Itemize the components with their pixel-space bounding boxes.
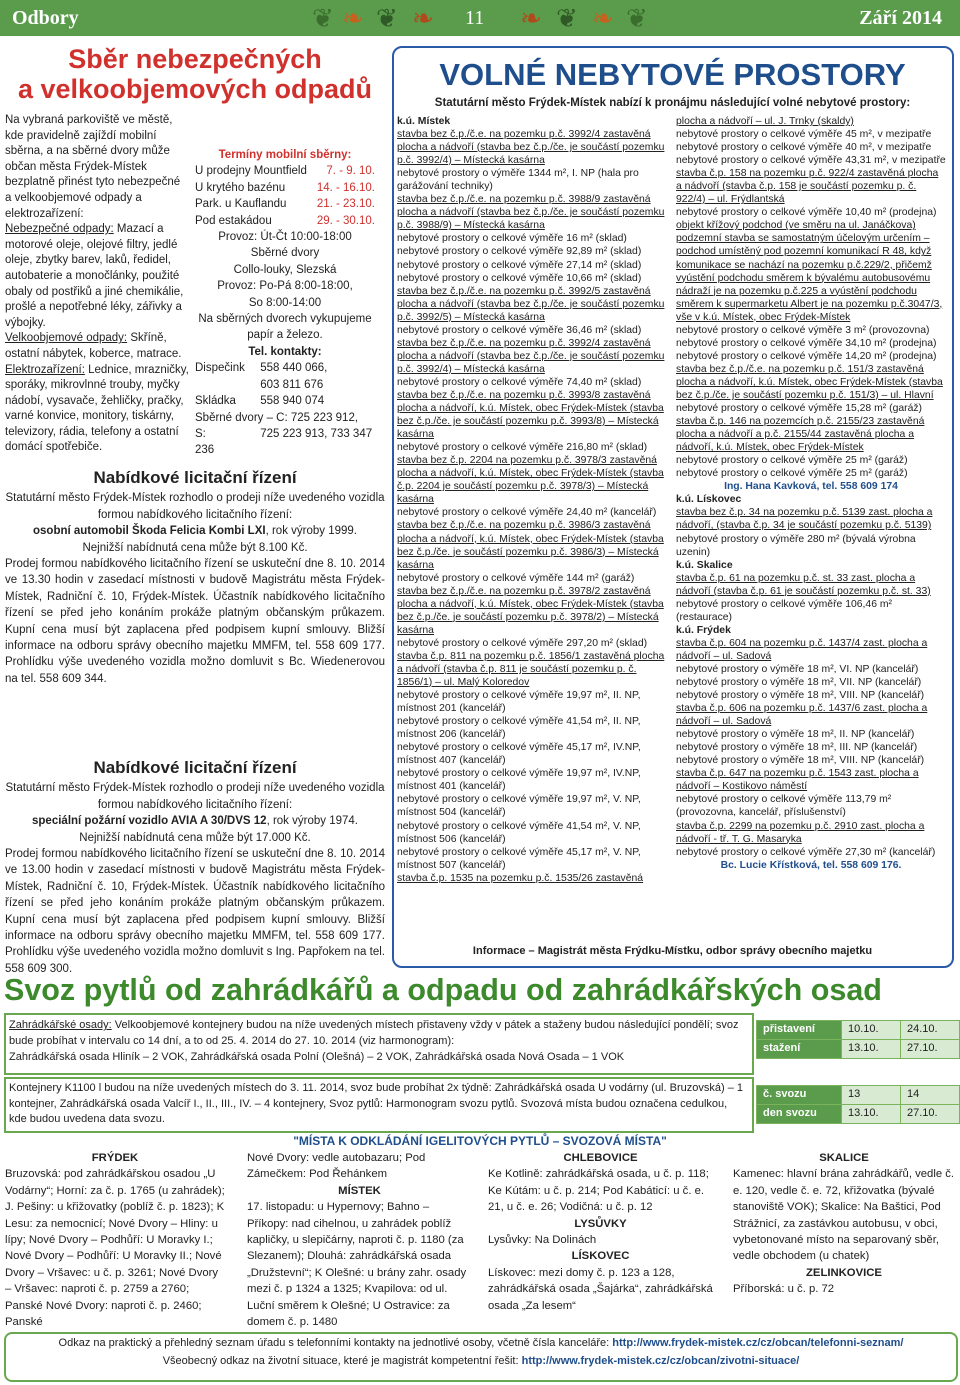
contact-phone: 725 223 912, <box>290 411 359 424</box>
dvory-title: Sběrné dvory <box>250 247 320 260</box>
premises-item: stavba č.p. 1535 na pozemku p.č. 1535/26 zastavěná <box>397 872 644 884</box>
zelinkovice-places: Příborská: u č. p. 72 <box>733 1283 835 1296</box>
premises-item: stavba bez č.p. 34 na pozemku p.č. 5139 zast. plocha a nádvoří, (stavba č.p. 34 je součástí pozemku p.č. 5139) <box>676 507 933 532</box>
leaf-icon: ❦ <box>556 3 578 33</box>
premises-item: nebytové prostory o celkové výměře 74,40 m² (sklad) <box>397 376 642 388</box>
date-range: 21. - 23.10. <box>316 198 375 211</box>
premises-item: nebytové prostory o celkové výměře 43,31 m², v mezipatře <box>676 155 946 167</box>
schedule-table-1 <box>756 1020 960 1059</box>
leaf-icon: ❧ <box>412 3 434 33</box>
contact-row <box>195 360 375 376</box>
issue-date: Září 2014 <box>859 7 942 29</box>
premises-item: stavba č.p. 146 na pozemcích p.č. 2155/23 zastavěná plocha a nádvoří a p.č. 2155/44 zastavěná plocha a nádvoří, k.ú. Místek, obec Frýdek-Místek <box>676 416 925 454</box>
skalice-places: Kamenec: hlavní brána zahrádkářů, vedle č. e. 120, vedle č. e. 72, křižovatka (bývalé stanoviště VOK); Skalice: Na Baštici, Pod Strážnicí, za zastávkou autobusu, v obci, vybetonované místo na separovaný sběr, vedle obchodem (u chatek) <box>733 1168 955 1263</box>
premises-item: k.ú. Frýdek <box>676 624 731 636</box>
date-row <box>195 163 375 179</box>
premises-item: nebytové prostory o výměře 1344 m², I. NP (hala pro garážování techniky) <box>397 168 639 193</box>
premises-item: nebytové prostory o celkové výměře 3 m² (provozovna) <box>676 324 930 336</box>
auction-2-details: Prodej formou nabídkového licitačního řízení se uskuteční dne 8. 10. 2014 ve 13.00 hodin v zasedací místnosti v budově Magistrátu města Frýdek-Místek, Radniční č. 10, Frýdek-Místek. Účastník nabídkového licitačního řízení se před jeho konáním prokáže platným občanským průkazem. Kupní cena musí být zaplacena před podpisem kupní smlouvy. Bližší informace na odboru správy obecního majetku MMFM, tel. 558 609 177. Prohlídku výše uvedeného vozidla možno domluvit s Ing. Papřokem na tel. 558 609 300. <box>5 848 385 975</box>
mistek-places: 17. listopadu: u Hypernovy; Bahno – Příkopy: nad cihelnou, u zahrádek poblíž kapličky, u slepičárny, naproti č. p. 1180 (za Slezanem); Dlouhá: zahrádkářská osada „Družstevní“; K Olešné: u brány zahr. osady mezi č. p 1324 a 1325; Kvapilova: od ul. Luční směrem k Olešné; U Ostravice: za domem č. p. 1480 <box>247 1201 467 1329</box>
premises-item: k.ú. Skalice <box>676 559 733 571</box>
haz-label: Nebezpečné odpady: <box>5 223 114 236</box>
leaf-icon: ❦ <box>312 3 334 33</box>
premises-item: stavba bez č.p./č.e. na pozemku p.č. 3992/4 zastavěná plocha a nádvoří (stavba bez č.p./če. je součástí pozemku p.č. 3992/4) – Místecká kasárna <box>397 129 665 167</box>
premises-item: nebytové prostory o celkové výměře 216,80 m² (sklad) <box>397 442 648 454</box>
premises-item: nebytové prostory o celkové výměře 113,79 m² (provozovna, kancelář, příslušenství) <box>676 794 892 819</box>
premises-item: nebytové prostory o výměře 18 m², III. NP (kancelář) <box>676 742 918 754</box>
table-label: den svozu <box>757 1104 842 1123</box>
premises-item: plocha a nádvoří – ul. J. Trnky (skaldy) <box>676 116 854 127</box>
premises-item: nebytové prostory o výměře 280 m² (bývalá výrobna uzenin) <box>676 533 916 558</box>
premises-item: nebytové prostory o celkové výměře 144 m² (garáž) <box>397 572 635 584</box>
life-situations-link[interactable]: http://www.frydek-mistek.cz/cz/obcan/zivotni-situace/ <box>521 1355 800 1367</box>
contact-name: Sběrné dvory – C: <box>195 411 288 424</box>
premises-item: nebytové prostory o výměře 18 m², VI. NP (kancelář) <box>676 663 919 675</box>
premises-item: nebytové prostory o celkové výměře 92,89 m² (sklad) <box>397 246 642 258</box>
premises-item: nebytové prostory o celkové výměře 25 m² (garáž) <box>676 455 908 467</box>
date-place: Pod estakádou <box>195 214 272 227</box>
contact-row <box>195 377 375 393</box>
premises-item: nebytové prostory o celkové výměře 41,54 m², V. NP, místnost 506 (kancelář) <box>397 820 641 845</box>
premises-item: nebytové prostory o celkové výměře 10,40 m² (prodejna) <box>676 207 937 219</box>
date-range: 29. - 30.10. <box>316 214 375 227</box>
premises-item: k.ú. Místek <box>397 116 451 127</box>
premises-col-2 <box>676 115 946 872</box>
auction-1-vehicle: osobní automobil Škoda Felicia Kombi LXI <box>33 525 266 538</box>
premises-item: nebytové prostory o celkové výměře 14,20 m² (prodejna) <box>676 350 937 362</box>
premises-item: k.ú. Lískovec <box>676 494 742 506</box>
garden-containers: Kontejnery K1100 l budou na níže uvedených místech do 3. 11. 2014, svoz bude probíhat 2x týdně: Zahrádkářská osada U vodárny (ul. Bruzovská) – 1 kontejner, Zahrádkářská osada Valcíř I., II., III., IV. – 4 kontejnery, Svoz pytlů: Harmonogram svozu pytlů. Svozová místa budou označena cedulkou, kde budou uvedena data svozu. <box>9 1082 743 1125</box>
lysuvky-places: Lysůvky: Na Dolinách <box>488 1234 597 1247</box>
auction-1-year: , rok výroby 1999. <box>265 525 357 538</box>
premises-item: nebytové prostory o celkové výměře 34,10 m² (prodejna) <box>676 337 937 349</box>
hours-dvory: Provoz: Po-Pá 8:00-18:00, <box>217 280 353 293</box>
chlebovice-places: Ke Kotlině: zahrádkářská osada, u č. p. 118; Ke Kútám: u č. p. 214; Pod Kabáticí: u č. e. 21, u č. e. 26; Vodičná: u č. p. 12 <box>488 1168 709 1214</box>
date-range: 14. - 16.10. <box>316 181 375 194</box>
premises-item: nebytové prostory o celkové výměře 27,30 m² (kancelář) <box>676 846 936 858</box>
table-label: č. svozu <box>757 1086 842 1105</box>
premises-item: stavba č.p. 2299 na pozemku p.č. 2910 zast. plocha a nádvoří - tř. T. G. Masaryka <box>676 820 925 845</box>
auction-2 <box>5 760 385 977</box>
premises-item: nebytové prostory o celkové výměře 45,17 m², IV.NP, místnost 407 (kancelář) <box>397 742 641 767</box>
date-row <box>195 180 375 196</box>
dates-title: Termíny mobilní sběrny: <box>218 149 352 161</box>
contacts-list <box>195 360 375 458</box>
contact-phone: 725 223 913, 733 347 236 <box>195 427 373 457</box>
table-cell: 14 <box>901 1086 960 1105</box>
hours-mobile: Provoz: Út-Čt 10:00-18:00 <box>218 231 352 244</box>
osady-text: Velkoobjemové kontejnery budou na níže uvedených místech přistaveny vždy v pátek a staženy budou následující pondělí; svoz bude probíhat v intervalu co 14 dní, a to od 25. 4. 2014 do 27. 10. 2014 (viz harmonogram): <box>9 1019 739 1047</box>
contact-row <box>195 426 375 459</box>
waste-intro: Na vybraná parkoviště ve městě, kde pravidelně zajíždí mobilní sběrna, a na sběrné dvory může občan města Frýdek-Místek bezplatně přinést tyto nebezpečné a velkoobjemové odpady a elektrozařízení: <box>5 114 181 220</box>
premises-item: nebytové prostory o celkové výměře 45,17 m², V. NP, místnost 507 (kancelář) <box>397 846 641 871</box>
leaf-icon: ❦ <box>376 3 398 33</box>
premises-item: nebytové prostory o celkové výměře 19,97 m², V. NP, místnost 504 (kancelář) <box>397 794 641 819</box>
haz-text: Mazací a motorové oleje, olejové filtry, jedlé oleje, zbytky barev, laků, ředidel, autobaterie a monočlánky, použité obaly od postřiků a jiné chemikálie, prošlé a nepotřebné léky, zářivky a výbojky. <box>5 223 184 329</box>
places-col-1 <box>5 1150 225 1330</box>
zelinkovice-title: ZELINKOVICE <box>806 1266 882 1279</box>
auction-2-vehicle: speciální požární vozidlo AVIA A 30/DVS 12 <box>32 815 267 828</box>
premises-item: stavba bez č.p./č.e. na pozemku p.č. 3988/9 zastavěná plocha a nádvoří (stavba bez č.p./če. je součástí pozemku p.č. 3988/9) – Místecká kasárna <box>397 194 665 232</box>
dates-list <box>195 163 375 229</box>
hours-dvory-sat: So 8:00-14:00 <box>248 296 322 309</box>
schedule-table-2 <box>756 1085 960 1124</box>
table-cell: 13 <box>842 1086 901 1105</box>
elec-text: Lednice, mrazničky, sporáky, mikrovlnné trouby, myčky nádobí, vysavače, žehličky, pračky, varné konvice, monitory, tiskárny, televizory, rádia, telefony a ostatní domácí spotřebiče. <box>5 363 189 454</box>
premises-item: stavba bez č.p./č.e. na pozemku p.č. 3978/2 zastavěná plocha a nádvoří, k.ú. Místek, obec Frýdek-Místek (stavba bez č.p./če. je součástí pozemku p.č. 3978/2) – Místecká kasárna <box>397 585 664 636</box>
places-col-4 <box>733 1150 955 1298</box>
leaf-icon: ❧ <box>592 3 614 33</box>
places-col-2 <box>247 1150 472 1330</box>
dvory-place: Collo-louky, Slezská <box>233 263 337 276</box>
frydek-title: FRÝDEK <box>91 1152 139 1164</box>
liskovec-title: LÍSKOVEC <box>571 1250 630 1263</box>
premises-item: nebytové prostory o celkové výměře 41,54 m², II. NP, místnost 206 (kancelář) <box>397 716 641 741</box>
bulky-label: Velkoobjemové odpady: <box>5 332 128 345</box>
table-cell: 27.10. <box>901 1104 960 1123</box>
footer-text-1: Odkaz na praktický a přehledný seznam úřadu s telefonními kontakty na jednotlivé osoby, včetně čísla kanceláře: <box>58 1337 613 1349</box>
lysuvky-title: LYSŮVKY <box>574 1217 627 1230</box>
date-place: U krytého bazénu <box>195 181 286 194</box>
premises-item: Bc. Lucie Křístková, tel. 558 609 176. <box>720 859 902 871</box>
premises-item: nebytové prostory o celkové výměře 10,66 m² (sklad) <box>397 272 642 284</box>
mistek-title: MÍSTEK <box>338 1184 381 1197</box>
premises-item: nebytové prostory o celkové výměře 45 m², v mezipatře <box>676 129 932 141</box>
waste-title-line1: Sběr nebezpečných <box>68 44 322 74</box>
premises-item: stavba č.p. 606 na pozemku p.č. 1437/6 zast. plocha a nádvoří – ul. Sadová <box>676 703 928 728</box>
leaf-icon: ❧ <box>520 3 542 33</box>
contact-phone: 558 940 074 <box>260 395 325 408</box>
premises-item: stavba č.p. 811 na pozemku p.č. 1856/1 zastavěná plocha a nádvoří (stavba č.p. 811 je součástí pozemku p. č. 1856/1) – ul. Malý Koloredov <box>397 650 665 689</box>
premises-item: nebytové prostory o celkové výměře 297,20 m² (sklad) <box>397 637 648 649</box>
premises-item: nebytové prostory o výměře 18 m², VIII. NP (kancelář) <box>676 690 925 702</box>
table-cell: 24.10. <box>901 1021 960 1040</box>
premises-item: nebytové prostory o výměře 18 m², VII. NP (kancelář) <box>676 677 922 689</box>
contact-name: Dispečink <box>195 362 245 375</box>
page-header <box>0 0 960 36</box>
date-place: U prodejny Mountfield <box>195 165 307 178</box>
premises-item: nebytové prostory o celkové výměře 19,97 m², IV.NP, místnost 401 (kancelář) <box>397 768 641 793</box>
contact-name: S: <box>195 427 206 440</box>
date-place: Park. u Kauflandu <box>195 198 287 211</box>
table-cell: 13.10. <box>842 1104 901 1123</box>
table-row <box>757 1039 960 1058</box>
liskovec-places: Lískovec: mezi domy č. p. 123 a 128, zahrádkářská osada „Šajárka“, zahrádkářská osada „Za lesem“ <box>488 1266 713 1312</box>
buyback-note: Na sběrných dvorech vykupujeme papír a železo. <box>198 313 372 342</box>
auction-2-title: Nabídkové licitační řízení <box>93 758 297 777</box>
skalice-title: SKALICE <box>819 1152 869 1164</box>
places-title: "MÍSTA K ODKLÁDÁNÍ IGELITOVÝCH PYTLŮ – SVOZOVÁ MÍSTA" <box>293 1134 667 1148</box>
bulky-text: Skříně, ostatní nábytek, koberce, matrace. <box>5 332 182 360</box>
premises-item: stavba č.p. 647 na pozemku p.č. 1543 zast. plocha a nádvoří – Kostikovo náměstí <box>676 768 919 793</box>
premises-item: stavba č.p. 61 na pozemku p.č. st. 33 zast. plocha a nádvoří (stavba č.p. 61 je součástí pozemku p.č. st. 33) <box>676 572 931 597</box>
contact-row <box>195 393 375 409</box>
contacts-title: Tel. kontakty: <box>248 345 322 358</box>
premises-item: nebytové prostory o celkové výměře 19,97 m², II. NP, místnost 201 (kancelář) <box>397 690 641 715</box>
auction-2-price: Nejnižší nabídnutá cena může být 17.000 Kč. <box>79 831 311 844</box>
table-cell: 13.10. <box>842 1039 901 1058</box>
premises-item: objekt křížový podchod (ve směru na ul. Janáčkova) podzemní stavba se samostatným účelovým určením – podchod umístěný pod pozemní komunikací R 48, když komunikace se nachází na pozemku p.č.229/2, přičemž vyústění podchodu směrem k bývalému autobusovému nádraží je na pozemku p.č.225 a vyústění podchodu směrem k supermarketu Albert je na pozemku p.č.3047/3, vše v k.ú. Místek, obec Frýdek-Místek <box>676 220 943 323</box>
table-cell: 27.10. <box>901 1039 960 1058</box>
auction-2-year: , rok výroby 1974. <box>266 815 358 828</box>
waste-title <box>0 44 390 104</box>
waste-col-right <box>195 113 375 459</box>
premises-item: stavba bez č.p. 2204 na pozemku p.č. 3978/3 zastavěná plocha a nádvoří, k.ú. Místek, obec Frýdek-Místek (stavba č.p. 2204 je součástí pozemku p.č. 3978/3) – Místecká kasárna <box>397 455 664 506</box>
premises-item: nebytové prostory o celkové výměře 15,28 m² (garáž) <box>676 403 923 415</box>
places-col-3 <box>488 1150 713 1314</box>
premises-item: nebytové prostory o celkové výměře 16 m² (sklad) <box>397 233 627 245</box>
premises-item: stavba bez č.p./č.e. na pozemku p.č. 3992/5 zastavěná plocha a nádvoří (stavba bez č.p./če. je součástí pozemku p.č. 3992/5) – Místecká kasárna <box>397 285 665 323</box>
premises-item: nebytové prostory o celkové výměře 40 m², v mezipatře <box>676 142 932 154</box>
osady-label: Zahrádkářské osady: <box>9 1019 112 1031</box>
date-range: 7. - 9. 10. <box>326 165 375 178</box>
footer-links <box>4 1332 958 1382</box>
table-label: stažení <box>757 1039 842 1058</box>
chlebovice-title: CHLEBOVICE <box>563 1152 638 1164</box>
premises-item: nebytové prostory o celkové výměře 27,14 m² (sklad) <box>397 259 642 271</box>
elec-label: Elektrozařízení: <box>5 363 85 376</box>
premises-subtitle: Statutární město Frýdek-Místek nabízí k pronájmu následující volné nebytové prostory: <box>434 97 911 109</box>
footer-text-2: Všeobecný odkaz na životní situace, které je magistrát kompetentní řešit: <box>162 1355 522 1367</box>
contact-phone: 558 440 066, <box>260 362 328 375</box>
premises-item: stavba bez č.p./č.e. na pozemku p.č. 3992/4 zastavěná plocha a nádvoří (stavba bez č.p./če. je součástí pozemku p.č. 3992/4) – Místecká kasárna <box>397 337 665 375</box>
premises-item: nebytové prostory o celkové výměře 36,46 m² (sklad) <box>397 324 642 336</box>
premises-item: stavba bez č.p./č.e. na pozemku p.č. 3993/8 zastavěná plocha a nádvoří, k.ú. Místek, obec Frýdek-Místek (stavba bez č.p./če. je součástí pozemku p.č. 3993/8) – Místecká kasárna <box>397 389 664 441</box>
premises-col-1 <box>397 115 667 885</box>
auction-2-intro: Statutární město Frýdek-Místek rozhodlo o prodeji níže uvedeného vozidla formou nabídkového licitačního řízení: <box>5 782 385 811</box>
date-row <box>195 213 375 229</box>
premises-item: stavba č.p. 158 na pozemku p.č. 922/4 zastavěná plocha a nádvoří (stavba č.p. 158 je součástí pozemku p. č. 922/4) – ul. Frýdlantská <box>676 168 939 206</box>
leaf-icon: ❦ <box>626 3 648 33</box>
auction-1 <box>5 470 385 687</box>
premises-footer: Informace – Magistrát města Frýdku-Místku, odbor správy obecního majetku <box>472 945 873 957</box>
auction-1-title: Nabídkové licitační řízení <box>93 468 297 487</box>
premises-title: VOLNÉ NEBYTOVÉ PROSTORY <box>439 57 906 92</box>
page-number: 11 <box>465 7 485 29</box>
premises-item: nebytové prostory o výměře 18 m², VIII. NP (kancelář) <box>676 755 925 767</box>
osady-list: Zahrádkářská osada Hliník – 2 VOK, Zahrádkářská osada Polní (Olešná) – 2 VOK, Zahrádkářská osada Nová Osada – 1 VOK <box>9 1051 625 1063</box>
premises-item: stavba bez č.p./č.e. na pozemku p.č. 151/3 zastavěná plocha a nádvoří, k.ú. Místek, obec Frýdek-Místek (stavba bez č.p./če. je součástí pozemku p.č. 151/3) – ul. Hlavní <box>676 363 943 401</box>
garden-title: Svoz pytlů od zahrádkářů a odpadu od zahrádkářských osad <box>4 973 882 1007</box>
table-row <box>757 1104 960 1123</box>
premises-item: Ing. Hana Kavková, tel. 558 609 174 <box>724 481 898 493</box>
waste-title-line2: a velkoobjemových odpadů <box>17 74 373 104</box>
section-name: Odbory <box>12 7 79 29</box>
auction-1-price: Nejnižší nabídnutá cena může být 8.100 Kč. <box>82 541 308 554</box>
table-label: přistavení <box>757 1021 842 1040</box>
date-row <box>195 196 375 212</box>
table-row <box>757 1021 960 1040</box>
auction-1-intro: Statutární město Frýdek-Místek rozhodlo o prodeji níže uvedeného vozidla formou nabídkového licitačního řízení: <box>5 492 385 521</box>
premises-item: nebytové prostory o celkové výměře 25 m² (garáž) <box>676 468 908 480</box>
table-row <box>757 1086 960 1105</box>
waste-col-left <box>5 113 189 456</box>
phonebook-link[interactable]: http://www.frydek-mistek.cz/cz/obcan/telefonni-seznam/ <box>612 1337 904 1349</box>
contact-phone: 603 811 676 <box>260 378 324 391</box>
contact-name: Skládka <box>195 395 236 408</box>
nove-dvory-places: Nové Dvory: vedle autobazaru; Pod Zámečkem: Pod Řehánkem <box>247 1152 426 1181</box>
contact-row <box>195 410 375 426</box>
auction-1-details: Prodej formou nabídkového licitačního řízení se uskuteční dne 8. 10. 2014 ve 13.30 hodin v zasedací místnosti v budově Magistrátu města Frýdek-Místek, Radniční č. 10, Frýdek-Místek. Účastník nabídkového licitačního řízení se před jeho konáním prokáže platným občanským průkazem. Kupní cena musí být zaplacena před podpisem kupní smlouvy. Bližší informace na odboru správy obecního majetku MMFM, tel. 558 609 177. Prohlídku výše uvedeného vozidla možno domluvit s Bc. Wiedenerovou na tel. 558 609 344. <box>5 558 385 685</box>
premises-item: nebytové prostory o celkové výměře 106,46 m² (restaurace) <box>676 598 892 623</box>
frydek-places: Bruzovská: pod zahrádkářskou osadou „U Vodárny“; Horní: za č. p. 1765 (u zahrádek); J. Pešiny: u křižovatky (poblíž č. p. 1823); K Lesu: za nemocnicí; Nové Dvory – Hliny: u lípy; Nové Dvory – Podhůří: U Moravky I.; Nové Dvory – Podhůří: U Moravky II.; Nové Dvory – Vršavec: u č. p. 3261; Nové Dvory – Vršavec: naproti č. p. 2759 a 2760; Panské Nové Dvory: naproti č. p. 2460; Panské <box>5 1168 225 1329</box>
premises-item: stavba č.p. 604 na pozemku p.č. 1437/4 zast. plocha a nádvoří – ul. Sadová <box>676 637 928 662</box>
premises-item: nebytové prostory o výměře 18 m², II. NP (kancelář) <box>676 729 915 741</box>
table-cell: 10.10. <box>842 1021 901 1040</box>
premises-item: stavba bez č.p./č.e. na pozemku p.č. 3986/3 zastavěná plocha a nádvoří, k.ú. Místek, obec Frýdek-Místek (stavba bez č.p./če. je součástí pozemku p.č. 3986/3) – Místecká kasárna <box>397 520 664 571</box>
leaf-icon: ❧ <box>342 3 364 33</box>
garden-osady <box>9 1017 747 1065</box>
premises-item: nebytové prostory o celkové výměře 24,40 m² (kancelář) <box>397 507 657 519</box>
